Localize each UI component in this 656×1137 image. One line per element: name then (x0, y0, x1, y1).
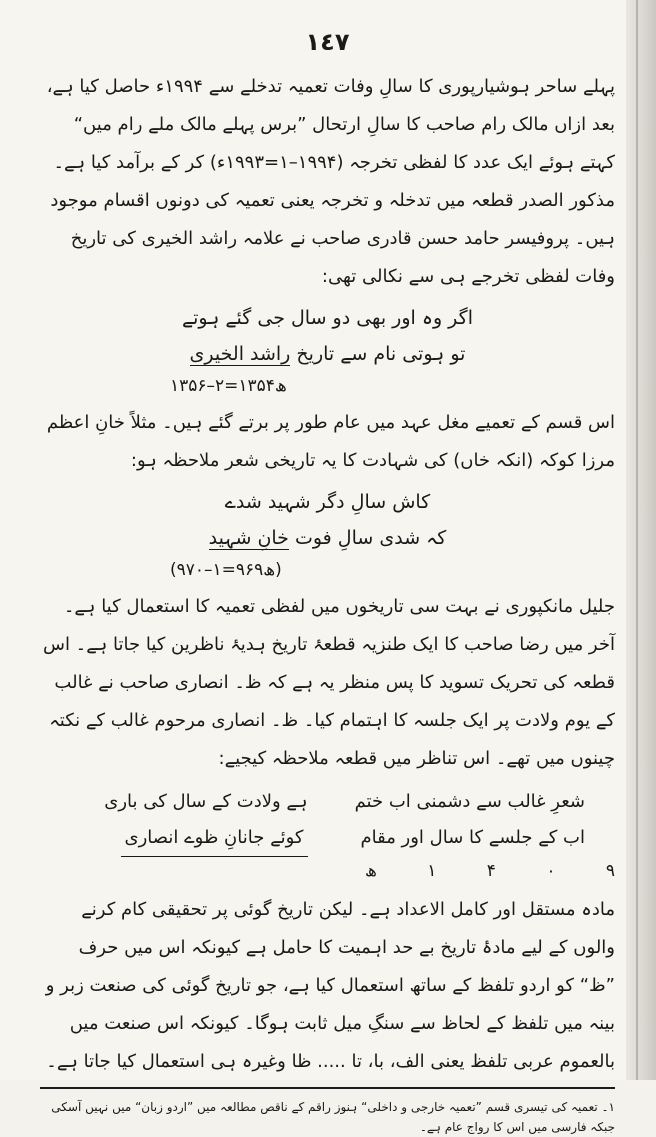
chronogram-digits (365, 861, 615, 881)
verse-1-chronogram: راشد الخیری (189, 343, 291, 365)
paragraph-2: اس قسم کے تعمیے مغل عہد میں عام طور پر برتے گئے ہیں۔ مثلاً خانِ اعظم مرزا کوکہ (انکہ خاں) کی شہادت کا یہ تاریخی شعر ملاحظہ ہو: (46, 412, 615, 471)
digit: ۰ (546, 861, 556, 881)
binding-line (636, 0, 638, 1080)
digit: ھ (365, 861, 377, 881)
verse-2 (40, 484, 615, 556)
page-content (40, 20, 615, 1137)
paragraph-4: آخر میں رضا صاحب کا ایک طنزیہ قطعۂ تاریخ ہدیۂ ناظرین کیا جاتا ہے۔ اس قطعہ کی تحریک تسوید کا پس منظر یہ ہے کہ ظ۔ انصاری صاحب نے غالب کے یوم ولادت پر ایک جلسہ کا اہتمام کیا۔ ظ۔ انصاری مرحوم غالب کے نکتہ چینوں میں تھے۔ اس تناظر میں قطعہ ملاحظہ کیجیے: (42, 634, 615, 769)
page-number: ١٤٧ (305, 28, 350, 56)
verse-2-line-2-text: کہ شدی سالِ فوت (288, 527, 447, 549)
couplet-right-1: شعرِ غالب سے دشمنی اب ختم (354, 791, 585, 812)
verse-2-line-2 (40, 520, 615, 556)
footnote: ۱۔ تعمیہ کی تیسری قسم ”تعمیہ خارجی و داخلی“ ہنوز راقم کے ناقص مطالعہ میں ”اردو زبان“ میں نہیں آسکی جبکہ فارسی میں اس کا رواج عام ہے۔ (51, 1099, 615, 1134)
verse-1-line-1: اگر وہ اور بھی دو سال جی گئے ہوتے (182, 307, 473, 329)
verse-1-line-2-text: تو ہوتی نام سے تاریخ (290, 343, 466, 365)
paragraph-5: مادہ مستقل اور کامل الاعداد ہے۔ لیکن تاریخ گوئی پر تحقیقی کام کرنے والوں کے لیے مادۂ تاریخ بے حد اہمیت کا حامل ہے کیونکہ اس میں حرف ”ظ“ کو اردو تلفظ کے ساتھ استعمال کیا ہے، جو تاریخ گوئی کی صنعت زبر و بینہ میں تلفظ کے لحاظ سے سنگِ میل ثابت ہوگا۔ کیونکہ اس صنعت میں بالعموم عربی تلفظ یعنی الف، با، تا ..... ظا وغیرہ ہی استعمال کیا جاتا ہے۔ (45, 899, 615, 1072)
couplet-chronogram: کوئے جانانِ ظوے انصاری (121, 820, 308, 857)
couplet (70, 784, 585, 857)
verse-2-chronogram: خانِ شہید (208, 527, 289, 549)
verse-1 (40, 300, 615, 372)
page-edge (626, 0, 656, 1080)
verse-1-line-2 (40, 336, 615, 372)
verse-2-calculation: (۹۷۰–۱=۹۶۹ھ) (170, 560, 282, 580)
couplet-right-2: اب کے جلسے کا سال اور مقام (360, 827, 585, 848)
digit: ۹ (605, 861, 615, 881)
digit: ۱ (427, 861, 437, 881)
verse-2-line-1: کاش سالِ دگر شہید شدے (224, 491, 431, 513)
footnote-divider (40, 1087, 615, 1089)
paragraph-1: پہلے ساحر ہوشیارپوری کا سالِ وفات تعمیہ تدخلے سے ۱۹۹۴ء حاصل کیا ہے، بعد ازاں مالک رام صاحب کا سالِ ارتحال ”برس پہلے مالک ملے رام میں“ کہتے ہوئے ایک عدد کا لفظی تخرجہ (۱۹۹۴–۱=۱۹۹۳ء) کر کے برآمد کیا ہے۔ مذکور الصدر قطعہ میں تدخلہ و تخرجہ یعنی تعمیہ کی دونوں اقسام موجود ہیں۔ پروفیسر حامد حسن قادری صاحب نے علامہ راشد الخیری کی تاریخ وفات لفظی تخرجے ہی سے نکالی تھی: (46, 76, 615, 287)
couplet-left-1: ہے ولادت کے سال کی باری (104, 791, 308, 812)
paragraph-3: جلیل مانکپوری نے بہت سی تاریخوں میں لفظی تعمیہ کا استعمال کیا ہے۔ (63, 596, 615, 617)
couplet-left-2 (70, 820, 308, 857)
digit: ۴ (486, 861, 496, 881)
verse-1-calculation: ۱۳۵۶–۲=۱۳۵۴ھ (170, 376, 287, 396)
